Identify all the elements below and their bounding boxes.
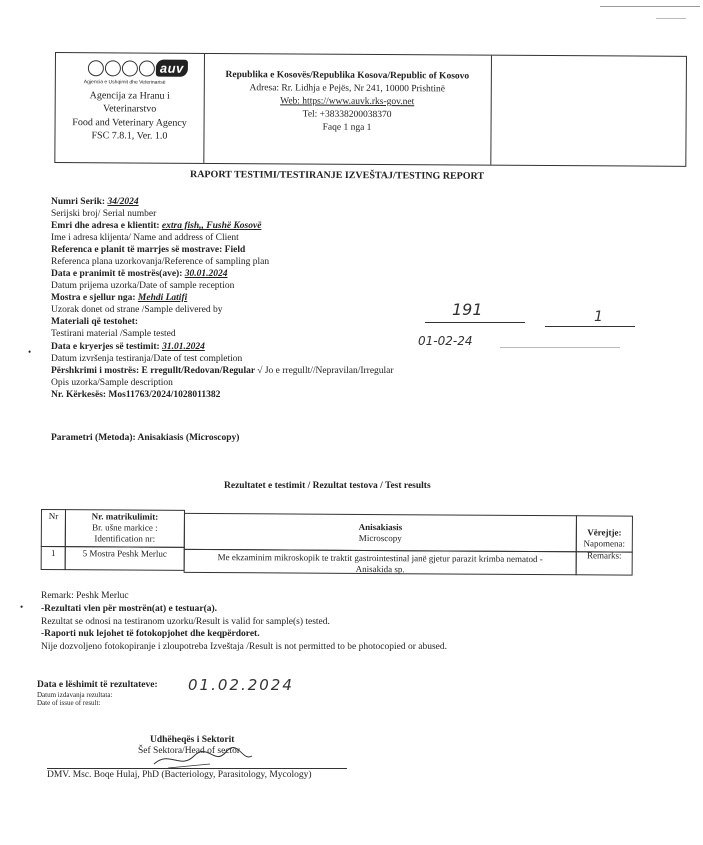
results-table	[41, 509, 633, 587]
address-cell	[203, 54, 492, 165]
report-title: RAPORT TESTIMI/TESTIRANJE IZVEŠTAJ/TESTING REPORT	[189, 169, 485, 182]
column-nr-header: Nr	[48, 511, 59, 522]
issue-date-label: Data e lëshimit të rezultateve:	[37, 680, 158, 690]
issue-date-sub: Datum izdavanja rezultata:	[37, 691, 113, 699]
issue-date-value: 01.02.2024	[188, 676, 294, 694]
column-remarks-header: Napomena:	[583, 538, 626, 549]
validity-note: -Rezultati vlen për mostrën(at) e testuar(a).	[41, 604, 218, 614]
agency-line: FSC 7.8.1, Ver. 1.0	[91, 130, 168, 142]
delivered-label: Mostra e sjellur nga: Mehdi Latifi	[51, 293, 188, 303]
signatory-title: Udhëheqës i Sektorit	[150, 735, 235, 745]
material-label: Materiali që testohet:	[51, 317, 139, 327]
handwritten-number: 191	[452, 300, 483, 319]
remark: Remark: Peshk Merluc	[41, 591, 129, 601]
agency-cell	[55, 53, 205, 163]
copy-note: -Raporti nuk lejohet të fotokopjohet dhe keqpërdoret.	[41, 629, 260, 639]
underline-mark	[425, 322, 525, 323]
column-remarks-header: Remarks:	[586, 550, 622, 561]
description-label: Përshkrimi i mostrës: E rregullt/Redovan/Regular √ Jo e rregullt//Nepravilan/Irregular	[51, 366, 394, 376]
plan-label: Referenca e planit të marrjes së mostrave: Field	[51, 245, 246, 255]
agency-line: Veterinarstvo	[102, 103, 157, 115]
agency-small-text: Agjencia e Ushqimit dhe Veterinarisë	[83, 79, 166, 86]
column-remarks-header: Vërejtje:	[587, 527, 622, 538]
margin-mark-icon: •	[20, 602, 24, 612]
client-label: Emri dhe adresa e klientit: extra fish,, Fushë Kosovë	[51, 221, 262, 231]
address-line: Adresa: Rr. Lidhja e Pejës, Nr 241, 10000 Prishtinë	[249, 83, 446, 95]
completed-sub: Datum izvršenja testiranja/Date of test completion	[51, 354, 243, 364]
column-id-header: Br. ušne markice :	[92, 522, 158, 533]
copy-note-translation: Nije dozvoljeno fotokopiranje i zloupotreba Izveštaja /Result is not permitted to be photocopied or abused.	[41, 642, 448, 652]
received-sub: Datum prijema uzorka/Date of sample reception	[51, 281, 235, 291]
scan-line	[600, 6, 700, 7]
delivered-value: Mehdi Latifi	[137, 293, 188, 303]
plan-sub: Referenca plana uzorkovanja/Reference of sampling plan	[51, 257, 270, 267]
header-table	[54, 52, 687, 167]
received-value: 30.01.2024	[184, 269, 228, 279]
agency-logo	[88, 59, 188, 77]
agency-line: Agencija za Hranu i	[89, 90, 170, 102]
client-sub: Ime i adresa klijenta/ Name and address of Client	[51, 233, 239, 243]
received-label: Data e pranimit të mostrës(ave): 30.01.2024	[51, 269, 228, 279]
material-sub: Testirani material /Sample tested	[51, 329, 176, 339]
underline-mark	[500, 347, 620, 348]
signatory-name: DMV. Msc. Boqe Hulaj, PhD (Bacteriology, Parasitology, Mycology)	[47, 770, 312, 780]
results-heading: Rezultatet e testimit / Rezultat testova / Test results	[224, 481, 431, 491]
web-link[interactable]: Web: https://www.auvk.rks-gov.net	[280, 96, 415, 108]
phone-line: Tel: +38338200038370	[302, 109, 392, 121]
client-value: extra fish,, Fushë Kosovë	[161, 221, 262, 231]
column-id-header: Nr. matrikulimit:	[91, 511, 159, 522]
seal-icon	[122, 60, 138, 76]
regular-checkmark: √	[257, 366, 263, 376]
completed-value: 31.01.2024	[162, 342, 205, 352]
column-test-header: Microscopy	[358, 532, 402, 544]
description-sub: Opis uzorka/Sample description	[51, 378, 173, 388]
seal-icon	[88, 60, 104, 76]
row-result: Me ekzaminim mikroskopik te traktit gastrointestinal janë gjetur parazit krimba nematod -	[217, 552, 543, 565]
scan-line	[656, 18, 686, 19]
handwritten-slash: 1	[594, 309, 603, 325]
parameter-method: Parametri (Metoda): Anisakiasis (Microscopy)	[51, 433, 240, 443]
signature-line	[47, 768, 347, 769]
issue-date-sub: Date of issue of result:	[37, 699, 101, 707]
margin-mark-icon: •	[28, 347, 32, 357]
serial-value: 34/2024	[107, 197, 139, 207]
handwritten-date: 01-02-24	[418, 334, 473, 348]
seal-icon	[139, 60, 155, 76]
completed-label: Data e kryerjes së testimit: 31.01.2024	[51, 342, 205, 352]
column-test-header: Anisakiasis	[358, 521, 403, 533]
delivered-sub: Uzorak donet od strane /Sample delivered by	[51, 305, 223, 315]
row-sample-id: 5 Mostra Peshk Merluc	[82, 548, 167, 559]
agency-line: Food and Veterinary Agency	[72, 117, 187, 129]
serial-sub: Serijski broj/ Serial number	[51, 209, 157, 219]
republic-line: Republika e Kosovës/Republika Kosova/Republic of Kosovo	[225, 70, 470, 82]
serial-label: Numri Serik: 34/2024	[51, 197, 139, 207]
validity-note-translation: Rezultat se odnosi na testiranom uzorku/Result is valid for sample(s) tested.	[41, 617, 330, 627]
signatory-title-translation: Šef Sektora/Head of sector	[138, 746, 241, 756]
seal-icon	[105, 60, 121, 76]
request-number: Nr. Kërkesës: Mos11763/2024/1028011382	[51, 390, 221, 400]
row-result: Anisakida sp.	[355, 563, 405, 575]
page-number: Faqe 1 nga 1	[322, 122, 372, 133]
underline-mark	[545, 326, 635, 327]
column-id-header: Identification nr:	[94, 533, 156, 544]
row-nr: 1	[50, 548, 56, 559]
auv-logo-text: auv	[156, 60, 188, 77]
